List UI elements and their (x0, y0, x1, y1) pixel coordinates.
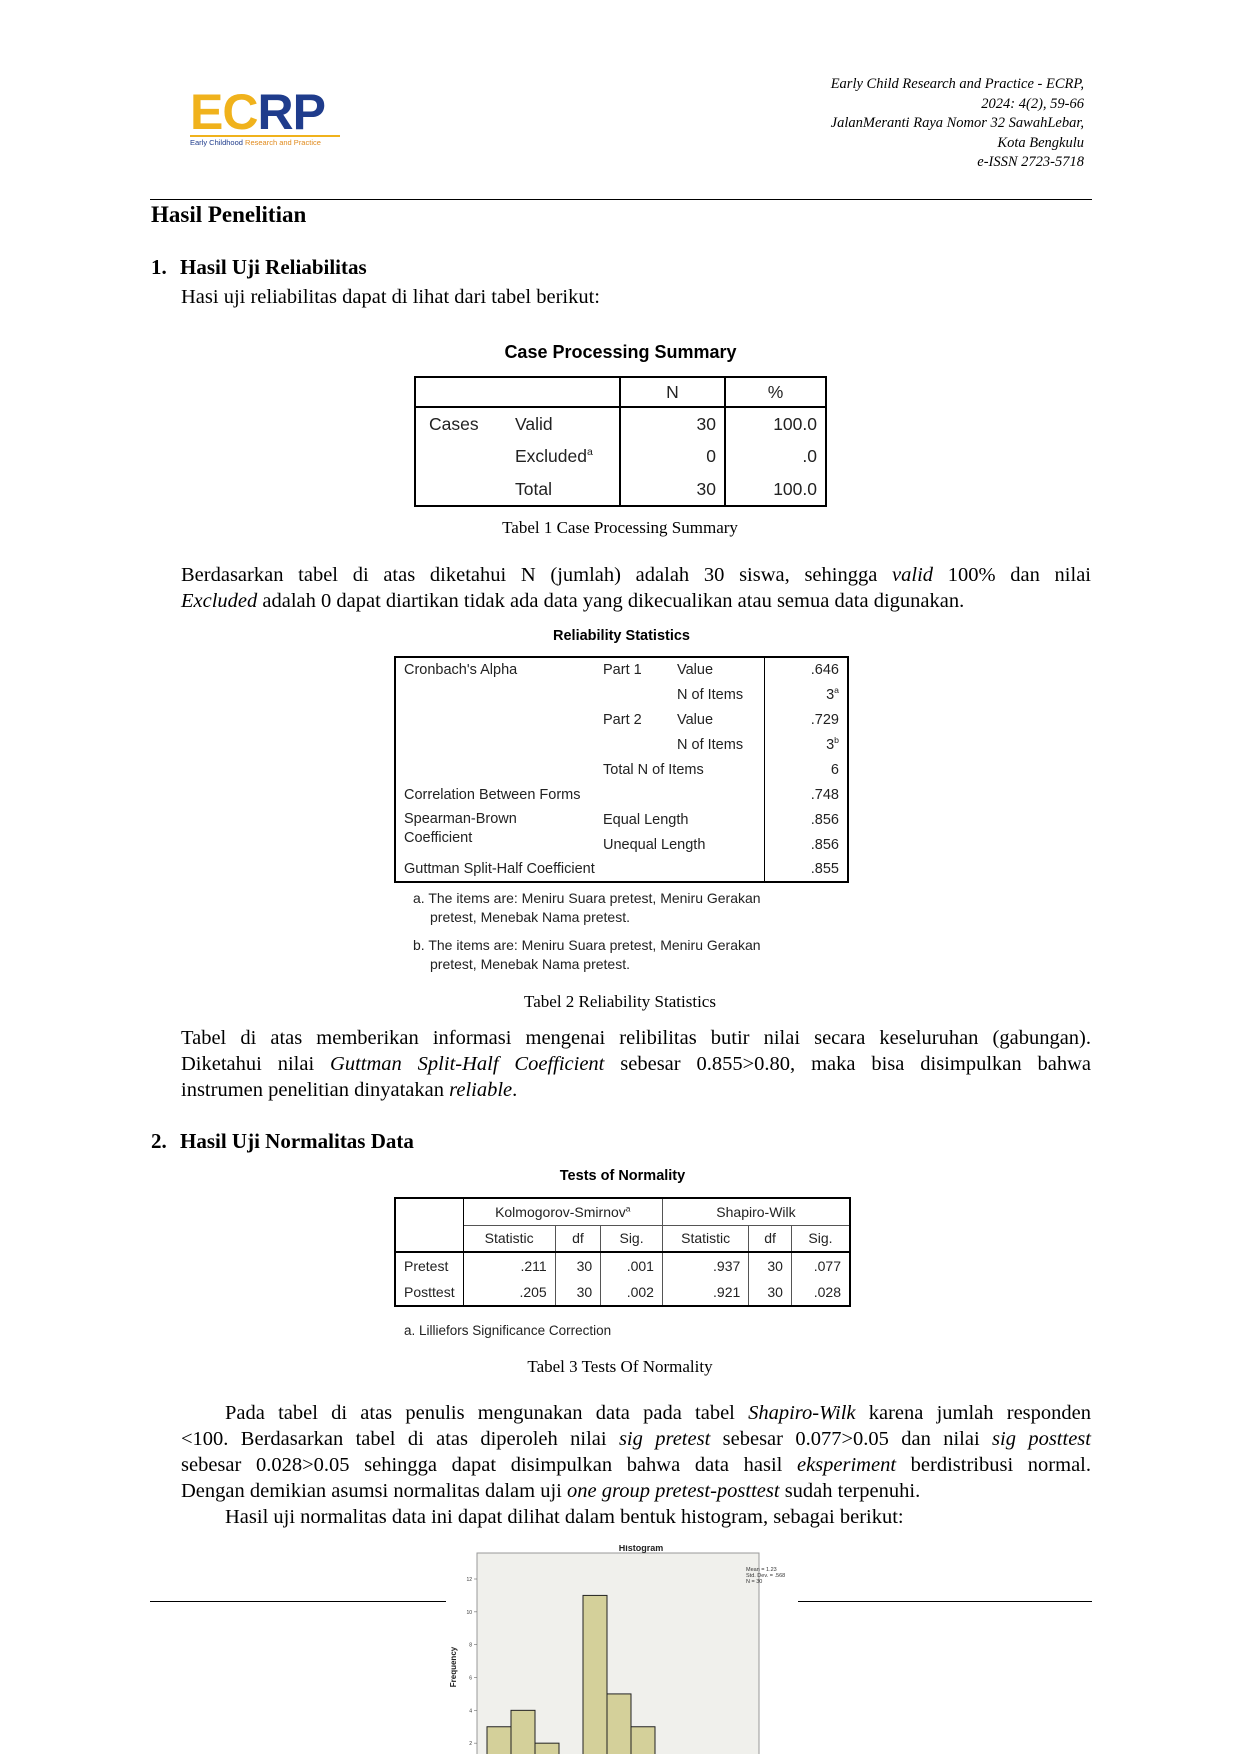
table1-caption: Tabel 1 Case Processing Summary (502, 518, 738, 537)
paragraph-reliability: Tabel di atas memberikan informasi mengenai relibilitas butir nilai secara keseluruhan (gabungan). Diketahui nilai Guttman Split-Half Coefficient sebesar 0.855>0.80, maka bisa disimpulkan bahwa instrumen penelitian dinyatakan reliable. (181, 1027, 1091, 1101)
logo-text-rp: RP (257, 84, 325, 140)
y-tick-label: 2 (469, 1741, 472, 1748)
subsection-heading-reliability: 1. Hasil Uji Reliabilitas (151, 255, 367, 279)
table1-title: Case Processing Summary (504, 342, 737, 362)
histogram-bar (583, 1595, 607, 1754)
table3-footnote: a. Lilliefors Significance Correction (404, 1323, 612, 1338)
histogram-bar (607, 1694, 631, 1754)
table-row: Posttest .205 30 .002 .921 30 .028 (395, 1279, 850, 1306)
histogram-bar (631, 1727, 655, 1754)
table2-title: Reliability Statistics (553, 628, 690, 644)
intro-text: Hasi uji reliabilitas dapat di lihat dari tabel berikut: (181, 286, 600, 308)
reliability-statistics-table (394, 656, 849, 883)
table1-col-n: N (620, 377, 725, 407)
logo-text-ec: EC (190, 84, 258, 140)
table3-title: Tests of Normality (559, 1168, 686, 1184)
y-tick-label: 6 (469, 1675, 472, 1682)
journal-line: Early Child Research and Practice - ECRP, (830, 76, 1084, 92)
table-row: Part 2 Value .729 (395, 707, 848, 732)
y-tick-label: 8 (469, 1642, 472, 1649)
journal-logo (190, 84, 340, 150)
header-rule (150, 199, 1092, 200)
table2-footnotes: a. The items are: Meniru Suara pretest, Meniru Gerakan pretest, Menebak Nama pretest. b. The items are: Meniru Suara pretest, Meniru Gerakan pretest, Menebak Nama pretest. (413, 890, 761, 972)
histogram-bar (535, 1743, 559, 1754)
histogram-bar (511, 1710, 535, 1754)
ks-header: Kolmogorov-Smirnov$^a$ (463, 1198, 662, 1225)
table-row: Cronbach's Alpha Part 1 Value .646 (395, 657, 848, 682)
table-row: Guttman Split-Half Coefficient .855 (395, 857, 848, 882)
footer-rule-right (798, 1601, 1092, 1602)
histogram-chart (436, 1545, 806, 1754)
table1-group: Cases (429, 413, 479, 434)
table-row: N of Items 3$^b$ (395, 732, 848, 757)
histogram-title: Histogram (618, 1545, 664, 1553)
table-row: Pretest .211 30 .001 .937 30 .077 (395, 1252, 850, 1279)
table1-col-pct: % (725, 377, 826, 407)
histogram-legend-mean: Mean = 1.23 (746, 1567, 777, 1573)
sw-header: Shapiro-Wilk (662, 1198, 850, 1225)
paragraph-normality: Pada tabel di atas penulis mengunakan data pada tabel Shapiro-Wilk karena jumlah responden <100. Berdasarkan tabel di atas diperoleh nilai sig pretest sebesar 0.077>0.05 dan nilai sig posttest sebesar 0.028>0.05 sehingga dapat disimpulkan bahwa data hasil eksperiment berdistribusi normal. Dengan demikian asumsi normalitas dalam uji one group pretest-posttest sudah terpenuhi. Hasil uji normalitas data ini dapat dilihat dalam bentuk histogram, sebagai berikut: (181, 1402, 1091, 1528)
case-processing-table (414, 376, 827, 507)
table-row: N of Items 3$^a$ (395, 682, 848, 707)
table-row: Excluded$^a$ 0 .0 (415, 440, 826, 473)
histogram-legend-sd: Std. Dev. = .568 (746, 1573, 786, 1579)
histogram-y-label: Frequency (449, 1646, 458, 1688)
table-row: Total N of Items 6 (395, 757, 848, 782)
table-row: Total 30 100.0 (415, 473, 826, 506)
histogram-bar (487, 1727, 511, 1754)
journal-info (831, 75, 1084, 173)
table-row: Correlation Between Forms .748 (395, 782, 848, 807)
logo-subtitle: Early Childhood Research and Practice (190, 135, 340, 147)
table-row: Unequal Length .856 (395, 832, 848, 857)
journal-line: e-ISSN 2723-5718 (977, 154, 1084, 170)
y-tick-label: 10 (466, 1609, 472, 1616)
journal-line: Kota Bengkulu (997, 134, 1084, 151)
journal-line: JalanMeranti Raya Nomor 32 SawahLebar, (830, 115, 1084, 131)
tests-of-normality-table: Kolmogorov-Smirnov$^a$ Shapiro-Wilk Statistic df Sig. Statistic df Sig. Pretest .211 30 .001 .937 30 .077 Posttest .205 30 .002 .921 30 .028 (394, 1197, 851, 1307)
y-tick-label: 4 (469, 1708, 472, 1715)
table-row: Spearman-Brown Coefficient Equal Length .856 (395, 807, 848, 832)
table-row: Cases Valid 30 100.0 (415, 407, 826, 440)
y-tick-label: 12 (466, 1577, 472, 1583)
histogram-legend-n: N = 30 (746, 1579, 763, 1585)
table2-caption: Tabel 2 Reliability Statistics (524, 992, 716, 1011)
section-title: Hasil Penelitian (151, 202, 307, 227)
footer-rule-left (150, 1601, 446, 1602)
subsection-heading-normality: 2. Hasil Uji Normalitas Data (151, 1129, 414, 1153)
table3-caption: Tabel 3 Tests Of Normality (527, 1357, 713, 1376)
paragraph-case-summary: Berdasarkan tabel di atas diketahui N (jumlah) adalah 30 siswa, sehingga valid 100% dan nilai Excluded adalah 0 dapat diartikan tidak ada data yang dikecualikan atau semua data digunakan. (181, 564, 1091, 612)
histogram-figure (436, 1545, 806, 1754)
journal-line: 2024: 4(2), 59-66 (981, 95, 1084, 112)
